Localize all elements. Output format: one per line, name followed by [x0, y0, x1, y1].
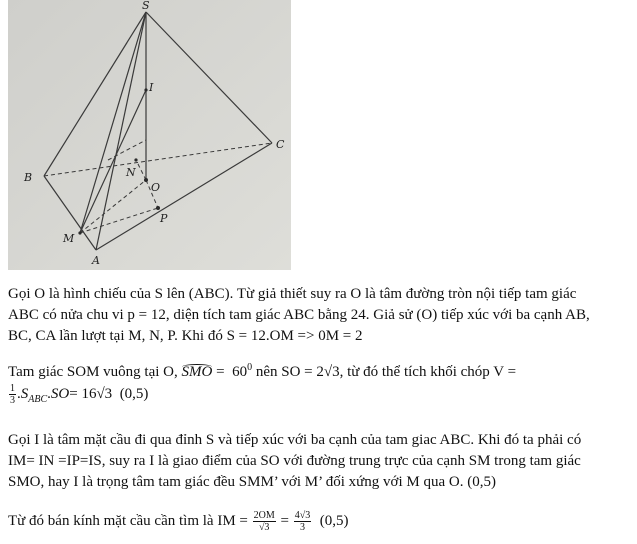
fraction-2om-sqrt3 — [253, 510, 276, 533]
point-M — [78, 231, 81, 234]
pyramid-diagram — [8, 0, 291, 270]
point-O — [144, 178, 148, 182]
p2-degree-sup: 0 — [247, 362, 253, 373]
p2-line-1 — [8, 362, 632, 383]
p2-dot-1: . — [17, 385, 21, 402]
paragraph-radius — [8, 510, 632, 531]
angle-smo: SMO — [182, 362, 213, 383]
label-I: I — [149, 81, 154, 94]
p3-line-3: SMO, hay I là trọng tâm tam giác đều SMM’ với M’ đối xứng với M qua O. (0,5) — [8, 474, 496, 490]
p3-line-1: Gọi I là tâm mặt cầu đi qua đỉnh S và tiếp xúc với ba cạnh của tam giac ABC. Khi đó ta phải có — [8, 432, 582, 448]
label-S: S — [142, 0, 150, 12]
frac2-num: 4√3 — [294, 510, 311, 521]
fraction-one-third — [9, 383, 16, 406]
p1-line-2: ABC có nửa chu vi p = 12, diện tích tam giác ABC bằng 24. Giả sử (O) tiếp xúc với ba cạnh AB, — [8, 307, 590, 323]
paragraph-sphere — [8, 430, 632, 493]
point-P — [156, 206, 160, 210]
label-C: C — [276, 138, 285, 151]
p1-line-1: Gọi O là hình chiếu của S lên (ABC). Từ giả thiết suy ra O là tâm đường tròn nội tiếp tam giác — [8, 286, 577, 302]
p4-text-a: Từ đó bán kính mặt cầu cần tìm là IM = — [8, 512, 248, 529]
paragraph-incenter — [8, 284, 632, 347]
p2-so: SO — [50, 385, 70, 402]
p1-line-3: BC, CA lần lượt tại M, N, P. Khi đó S = 12.OM => 0M = 2 — [8, 328, 363, 344]
p3-line-2: IM= IN =IP=IS, suy ra I là giao điểm của SO với đường trung trực của cạnh SM trong tam giác — [8, 453, 581, 469]
label-N: N — [126, 166, 136, 179]
frac-num: 1 — [10, 383, 15, 394]
p2-s-abc: S — [20, 385, 29, 402]
label-P: P — [160, 212, 168, 225]
frac1-den: √3 — [258, 522, 270, 533]
frac-den: 3 — [10, 395, 15, 406]
frac2-den: 3 — [299, 522, 305, 533]
label-B: B — [24, 171, 33, 184]
p2-eq: = — [216, 364, 225, 380]
frac1-num: 2OM — [253, 510, 275, 521]
label-O: O — [151, 181, 161, 194]
p2-dot-2: . — [47, 385, 51, 402]
pyramid-figure — [8, 0, 291, 270]
paragraph-volume — [8, 362, 632, 404]
p2-score: (0,5) — [119, 385, 149, 402]
p2-text-d: , từ đó thể tích khối chóp V = — [339, 364, 517, 380]
p4-score: (0,5) — [319, 512, 349, 529]
label-A: A — [92, 254, 100, 267]
p2-so-value: 2√3 — [316, 364, 340, 380]
point-I — [144, 88, 147, 91]
p2-text-c: nên SO = — [255, 364, 313, 380]
p2-line-2 — [8, 383, 632, 404]
p2-text-a: Tam giác SOM vuông tại O, — [8, 364, 178, 380]
figure-background — [8, 0, 291, 270]
point-N — [134, 158, 137, 161]
label-M: M — [63, 232, 75, 245]
p4-line-1 — [8, 510, 632, 531]
p2-result: = 16√3 — [69, 385, 113, 402]
p2-s-abc-sub: ABC — [28, 393, 48, 405]
p2-degree: 60 — [232, 364, 248, 380]
fraction-4sqrt3-3 — [294, 510, 312, 533]
p4-eq: = — [280, 512, 289, 529]
